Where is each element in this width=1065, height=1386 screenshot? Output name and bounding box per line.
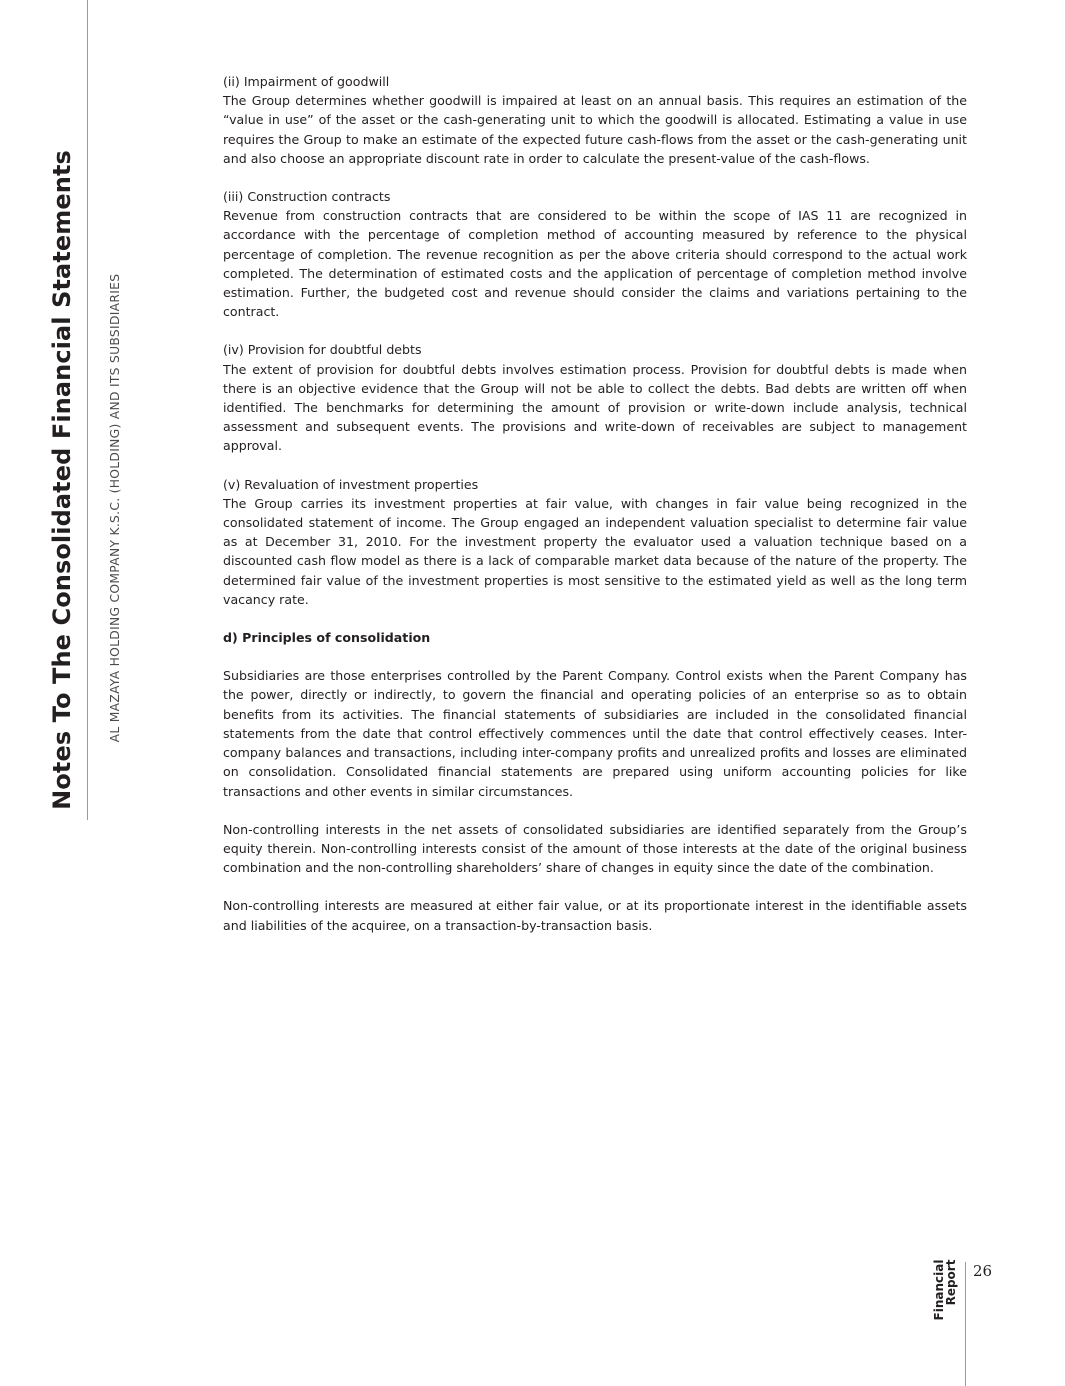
section-investment-properties (223, 475, 967, 609)
section-construction-contracts (223, 187, 967, 321)
consolidation-paragraph: Non-controlling interests are measured at either fair value, or at its proportionate interest in the identifiable assets and liabilities of the acquiree, on a transaction-by-transaction basis. (223, 898, 967, 933)
footer-report-label (933, 1260, 957, 1321)
section-heading: (ii) Impairment of goodwill (223, 74, 390, 89)
section-heading: (v) Revaluation of investment properties (223, 476, 479, 492)
footer-label-line: Financial (932, 1259, 946, 1321)
section-impairment-goodwill (223, 72, 967, 168)
footer-divider-line (965, 1262, 966, 1386)
section-body: The extent of provision for doubtful debts involves estimation process. Provision for doubtful debts is made when there is an objective evidence that the Group will not be able to collect the debts. Bad debts are written off when identified. The benchmarks for determining the amount of provision or write-down include analysis, technical assessment and subsequent events. The provisions and write-down of receivables are subject to management approval. (223, 361, 967, 454)
section-heading: (iii) Construction contracts (223, 189, 391, 205)
footer-label-line: Report (944, 1259, 958, 1306)
consolidation-heading: d) Principles of consolidation (223, 630, 431, 646)
section-doubtful-debts (223, 340, 967, 455)
sidebar-divider-line (87, 0, 88, 820)
paragraph-spacer (223, 801, 967, 820)
section-heading: (iv) Provision for doubtful debts (223, 342, 422, 358)
sidebar-subtitle: AL MAZAYA HOLDING COMPANY K.S.C. (HOLDING) AND ITS SUBSIDIARIES (108, 273, 122, 743)
sidebar-title: Notes To The Consolidated Financial Statements (48, 150, 76, 810)
page-number: 26 (973, 1262, 993, 1280)
paragraph-spacer (223, 877, 967, 896)
consolidation-paragraph: Non-controlling interests in the net assets of consolidated subsidiaries are identified separately from the Group’s equity therein. Non-controlling interests consist of the amount of those interests at the date of the original business combination and the non-controlling shareholders’ share of changes in equity since the date of the combination. (223, 821, 967, 876)
main-content (223, 72, 967, 935)
section-body: The Group carries its investment properties at fair value, with changes in fair value being recognized in the consolidated statement of income. The Group engaged an independent valuation specialist to determine fair value as at December 31, 2010. For the investment property the evaluator used a valuation technique based on a discounted cash flow model as there is a lack of comparable market data because of the nature of the property. The determined fair value of the investment properties is most sensitive to the estimated yield as well as the long term vacancy rate. (223, 495, 967, 607)
section-body: The Group determines whether goodwill is impaired at least on an annual basis. This requires an estimation of the “value in use” of the asset or the cash-generating unit to which the goodwill is allocated. Estimating a value in use requires the Group to make an estimate of the expected future cash-flows from the asset or the cash-generating unit and also choose an appropriate discount rate in order to calculate the present-value of the cash-flows. (223, 93, 967, 166)
consolidation-paragraph: Subsidiaries are those enterprises controlled by the Parent Company. Control exists when the Parent Company has the power, directly or indirectly, to govern the financial and operating policies of an enterprise so as to obtain benefits from its activities. The financial statements of subsidiaries are included in the consolidated financial statements from the date that control effectively commences until the date that control effectively ceases. Inter-company balances and transactions, including inter-company profits and unrealized profits and losses are eliminated on consolidation. Consolidated financial statements are prepared using uniform accounting policies for like transactions and other events in similar circumstances. (223, 668, 967, 799)
section-body: Revenue from construction contracts that are considered to be within the scope of IAS 11 are recognized in accordance with the percentage of completion method of accounting measured by reference to the physical percentage of completion. The revenue recognition as per the above criteria should correspond to the actual work completed. The determination of estimated costs and the application of percentage of completion method involve estimation. Further, the budgeted cost and revenue should consider the claims and variations pertaining to the contract. (223, 208, 967, 320)
